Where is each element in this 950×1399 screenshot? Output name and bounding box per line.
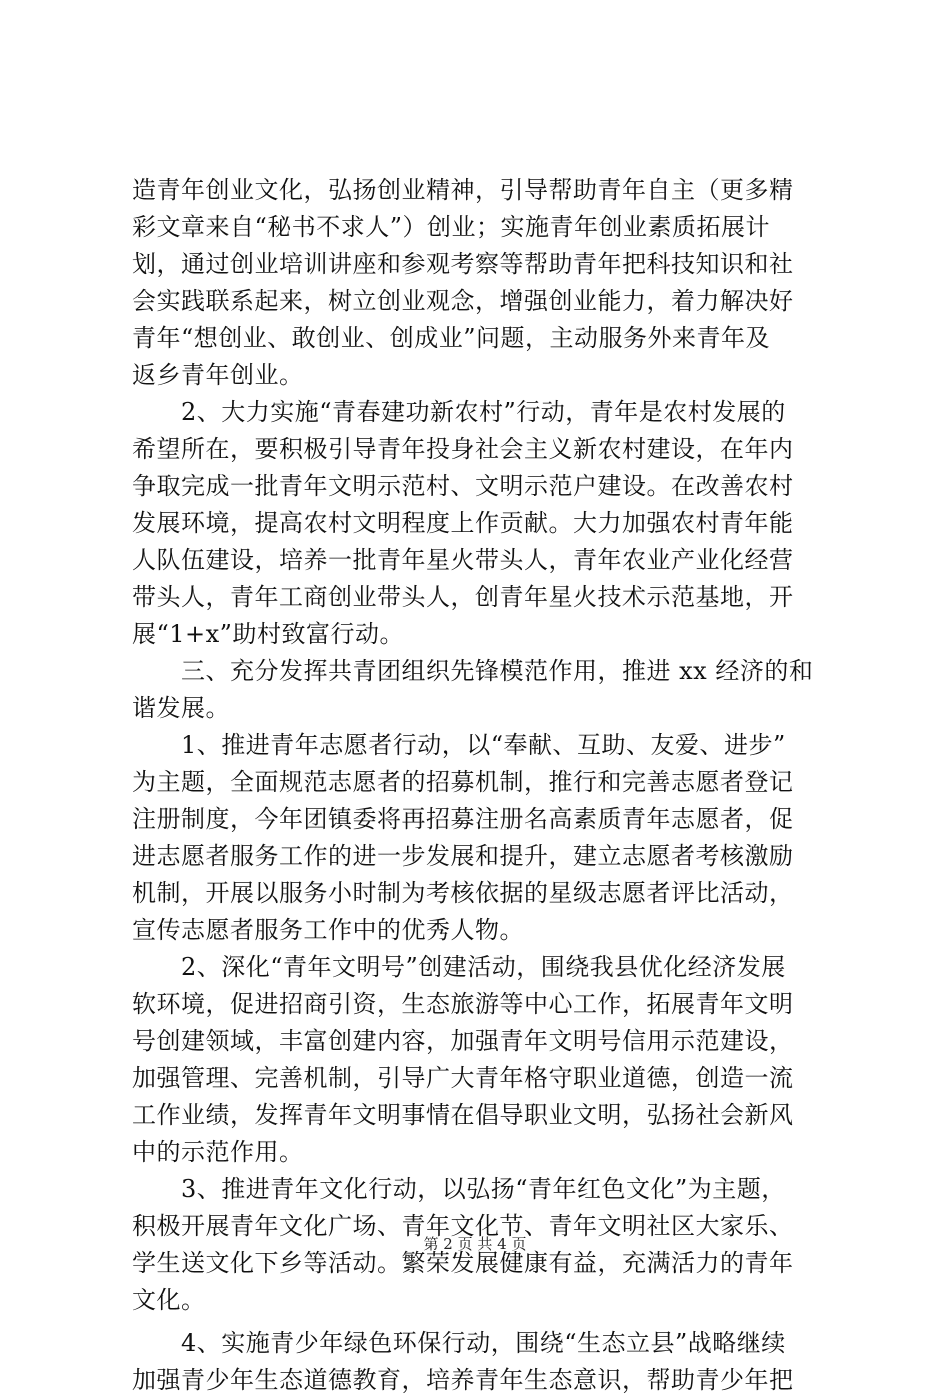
- text-line: 返乡青年创业。: [132, 361, 304, 389]
- text-line: 积极开展青年文化广场、青年文化节、青年文明社区大家乐、: [132, 1212, 794, 1240]
- text-line: 进志愿者服务工作的进一步发展和提升，建立志愿者考核激励: [132, 842, 794, 870]
- text-line: 中的示范作用。: [132, 1138, 304, 1166]
- text-line: 争取完成一批青年文明示范村、文明示范户建设。在改善农村: [132, 472, 794, 500]
- text-line: 人队伍建设，培养一批青年星火带头人，青年农业产业化经营: [132, 546, 794, 574]
- text-line: 青年“想创业、敢创业、创成业”问题，主动服务外来青年及: [132, 324, 771, 352]
- text-line: 注册制度，今年团镇委将再招募注册名高素质青年志愿者，促: [132, 805, 794, 833]
- text-line: 3、推进青年文化行动，以弘扬“青年红色文化”为主题，: [132, 1175, 786, 1203]
- text-line: 为主题，全面规范志愿者的招募机制，推行和完善志愿者登记: [132, 768, 794, 796]
- page-number-label: 第 2 页 共 4 页: [423, 1235, 527, 1253]
- text-line: 希望所在，要积极引导青年投身社会主义新农村建设，在年内: [132, 435, 794, 463]
- page-footer: [0, 1234, 950, 1254]
- text-line: 会实践联系起来，树立创业观念，增强创业能力，着力解决好: [132, 287, 794, 315]
- text-line: 文化。: [132, 1286, 206, 1314]
- text-line: 软环境，促进招商引资，生态旅游等中心工作，拓展青年文明: [132, 990, 794, 1018]
- text-line: 展“1+x”助村致富行动。: [132, 620, 404, 648]
- text-line: 谐发展。: [132, 694, 230, 722]
- text-line: 机制，开展以服务小时制为考核依据的星级志愿者评比活动，: [132, 879, 794, 907]
- text-line: 2、深化“青年文明号”创建活动，围绕我县优化经济发展: [132, 953, 786, 981]
- text-line: 学生送文化下乡等活动。繁荣发展健康有益，充满活力的青年: [132, 1249, 794, 1277]
- text-line: 三、充分发挥共青团组织先锋模范作用，推进 xx 经济的和: [132, 657, 814, 685]
- text-line: 彩文章来自“秘书不求人”）创业；实施青年创业素质拓展计: [132, 213, 771, 241]
- body-text: [132, 172, 822, 1399]
- text-line: 工作业绩，发挥青年文明事情在倡导职业文明，弘扬社会新风: [132, 1101, 794, 1129]
- text-line: 号创建领域，丰富创建内容，加强青年文明号信用示范建设，: [132, 1027, 794, 1055]
- text-line: 加强管理、完善机制，引导广大青年格守职业道德，创造一流: [132, 1064, 794, 1092]
- text-line: 造青年创业文化，弘扬创业精神，引导帮助青年自主（更多精: [132, 176, 794, 204]
- text-line: 1、推进青年志愿者行动，以“奉献、互助、友爱、进步”: [132, 731, 786, 759]
- text-line: 宣传志愿者服务工作中的优秀人物。: [132, 916, 524, 944]
- text-line: 带头人，青年工商创业带头人，创青年星火技术示范基地，开: [132, 583, 794, 611]
- text-line: 4、实施青少年绿色环保行动，围绕“生态立县”战略继续: [132, 1329, 786, 1357]
- text-line: 2、大力实施“青春建功新农村”行动，青年是农村发展的: [132, 398, 786, 426]
- text-line: 划，通过创业培训讲座和参观考察等帮助青年把科技知识和社: [132, 250, 794, 278]
- text-line: 发展环境，提高农村文明程度上作贡献。大力加强农村青年能: [132, 509, 794, 537]
- text-line: 加强青少年生态道德教育，培养青年生态意识，帮助青少年把: [132, 1366, 794, 1394]
